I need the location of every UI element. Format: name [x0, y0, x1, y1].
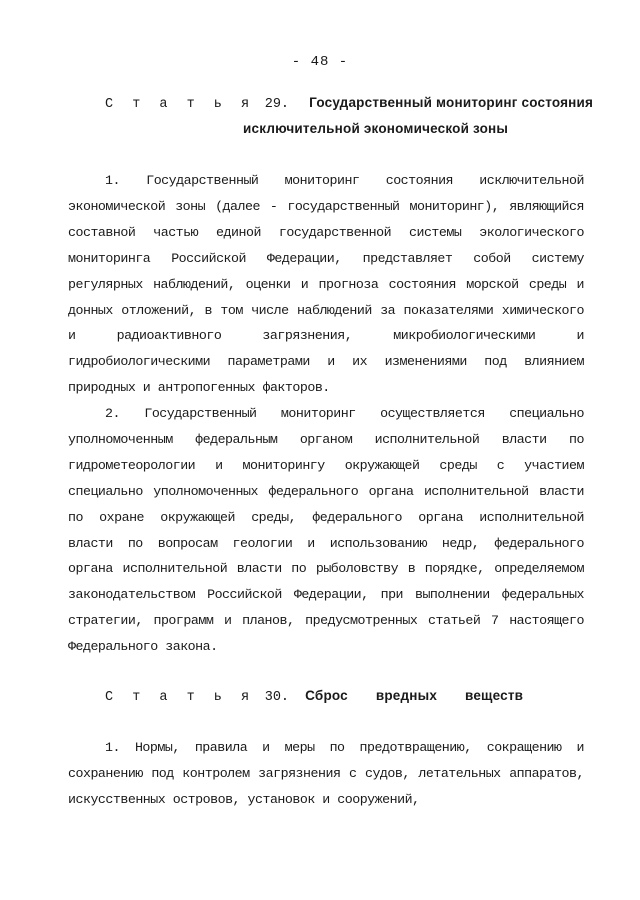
article-title: Сброс вредных веществ: [305, 688, 524, 703]
article-title: Государственный мониторинг состояния: [309, 95, 594, 110]
article-label: С т а т ь я: [105, 97, 255, 112]
page-number: - 48 -: [291, 54, 349, 70]
article-number: 30.: [264, 690, 290, 705]
article-number: 29.: [264, 97, 290, 112]
article-29-heading: [105, 95, 593, 112]
article-title-continuation: исключительной экономической зоны: [243, 121, 509, 136]
article-29-paragraph-2: 2. Государственный мониторинг осуществляется специально уполномоченным федеральным органом исполнительной власти по гидрометеорологии и мониторингу окружающей среды с участием специально уполномоченных федерального органа исполнительной власти по охране окружающей среды, федерального органа исполнительной власти по вопросам геологии и использованию недр, федерального органа исполнительной власти по рыболовству в порядке, определяемом законодательством Российской Федерации, при выполнении федеральных стратегии, программ и планов, предусмотренных статьей 7 настоящего Федерального закона.: [68, 406, 584, 655]
article-30-paragraph-1: 1. Нормы, правила и меры по предотвращению, сокращению и сохранению под контролем загрязнения с судов, летательных аппаратов, искусственных островов, установок и сооружений,: [68, 740, 584, 807]
article-29-paragraph-1: 1. Государственный мониторинг состояния исключительной экономической зоны (далее - государственный мониторинг), являющийся составной частью единой государственной системы экологического мониторинга Российской Федерации, представляет собой систему регулярных наблюдений, оценки и прогноза состояния морской среды и донных отложений, в том числе наблюдений за показателями химического и радиоактивного загрязнения, микробиологическими и гидробиологическими параметрами и их изменениями под влиянием природных и антропогенных факторов.: [68, 173, 584, 396]
article-label: С т а т ь я: [105, 690, 255, 705]
article-30-heading: [105, 688, 523, 705]
